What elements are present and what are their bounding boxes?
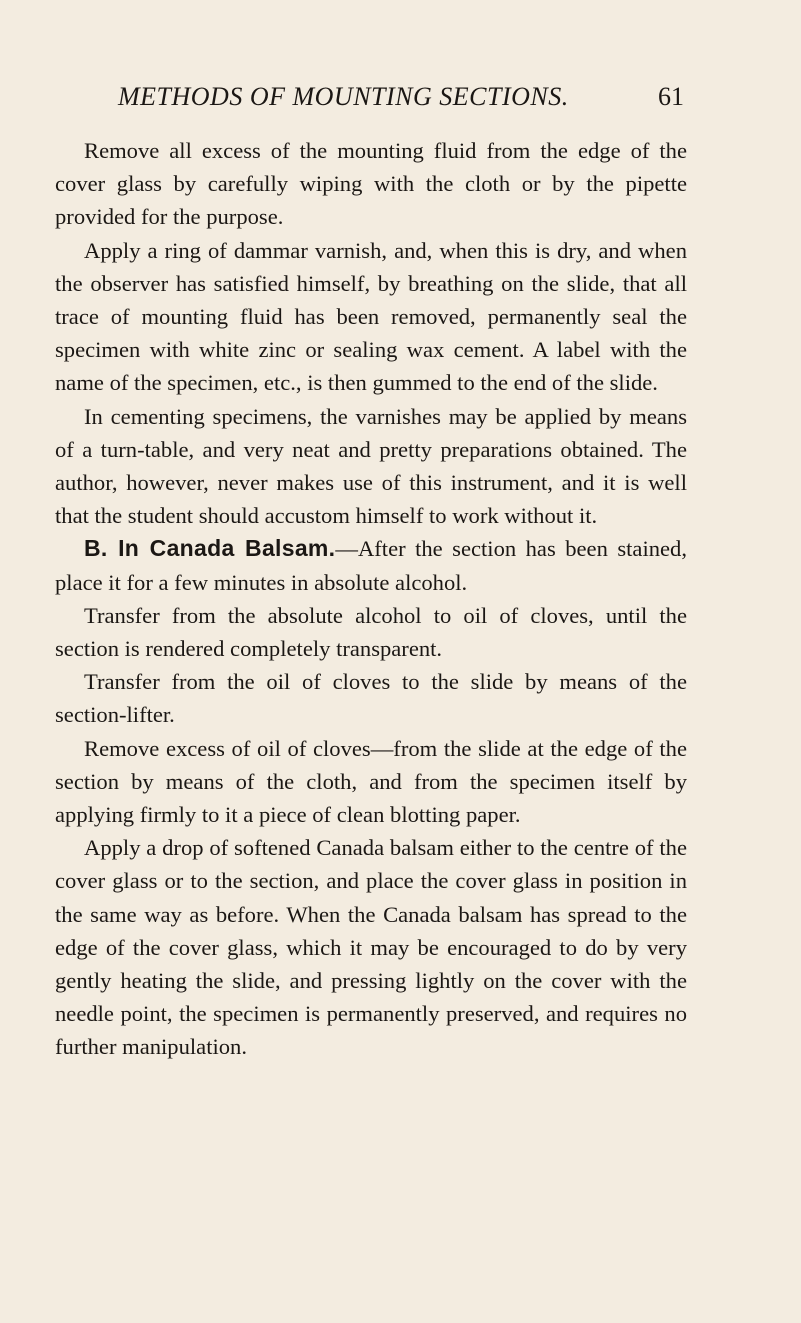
paragraph: Remove all excess of the mounting fluid from the edge of the cover glass by carefully wiping with the cloth or by the pipette provided for the purpose. — [55, 138, 687, 230]
body-text — [55, 134, 687, 1064]
paragraph: Transfer from the absolute alcohol to oil of cloves, until the section is rendered completely transparent. — [55, 602, 687, 662]
paragraph: Apply a ring of dammar varnish, and, when this is dry, and when the observer has satisfied himself, by breathing on the slide, that all trace of mounting fluid has been removed, permanently seal the specimen with white zinc or sealing wax cement. A label with the name of the specimen, etc., is then gummed to the end of the slide. — [55, 237, 687, 396]
section-heading: B. In Canada Balsam. — [84, 535, 336, 562]
paragraph: Transfer from the oil of cloves to the slide by means of the section-lifter. — [55, 669, 687, 728]
page-number: 61 — [658, 82, 684, 111]
section-paragraph — [55, 532, 687, 598]
section-text: —After the section has been stained, place it for a few minutes in absolute alcohol. — [55, 536, 687, 595]
paragraph: In cementing specimens, the varnishes may be applied by means of a turn-table, and very neat and pretty preparations obtained. The author, however, never makes use of this instrument, and it is well that the student should accustom himself to work without it. — [55, 403, 687, 529]
paragraph: Remove excess of oil of cloves—from the slide at the edge of the section by means of the cloth, and from the specimen itself by applying firmly to it a piece of clean blotting paper. — [55, 735, 687, 828]
running-title: METHODS OF MOUNTING SECTIONS. — [118, 82, 569, 111]
paragraph: Apply a drop of softened Canada balsam either to the centre of the cover glass or to the section, and place the cover glass in position in the same way as before. When the Canada balsam has spread to the edge of the cover glass, which it may be encouraged to do by very gently heating the slide, and pressing lightly on the cover with the needle point, the specimen is permanently preserved, and requires no further manipulation. — [55, 835, 687, 1060]
running-header — [118, 82, 684, 116]
